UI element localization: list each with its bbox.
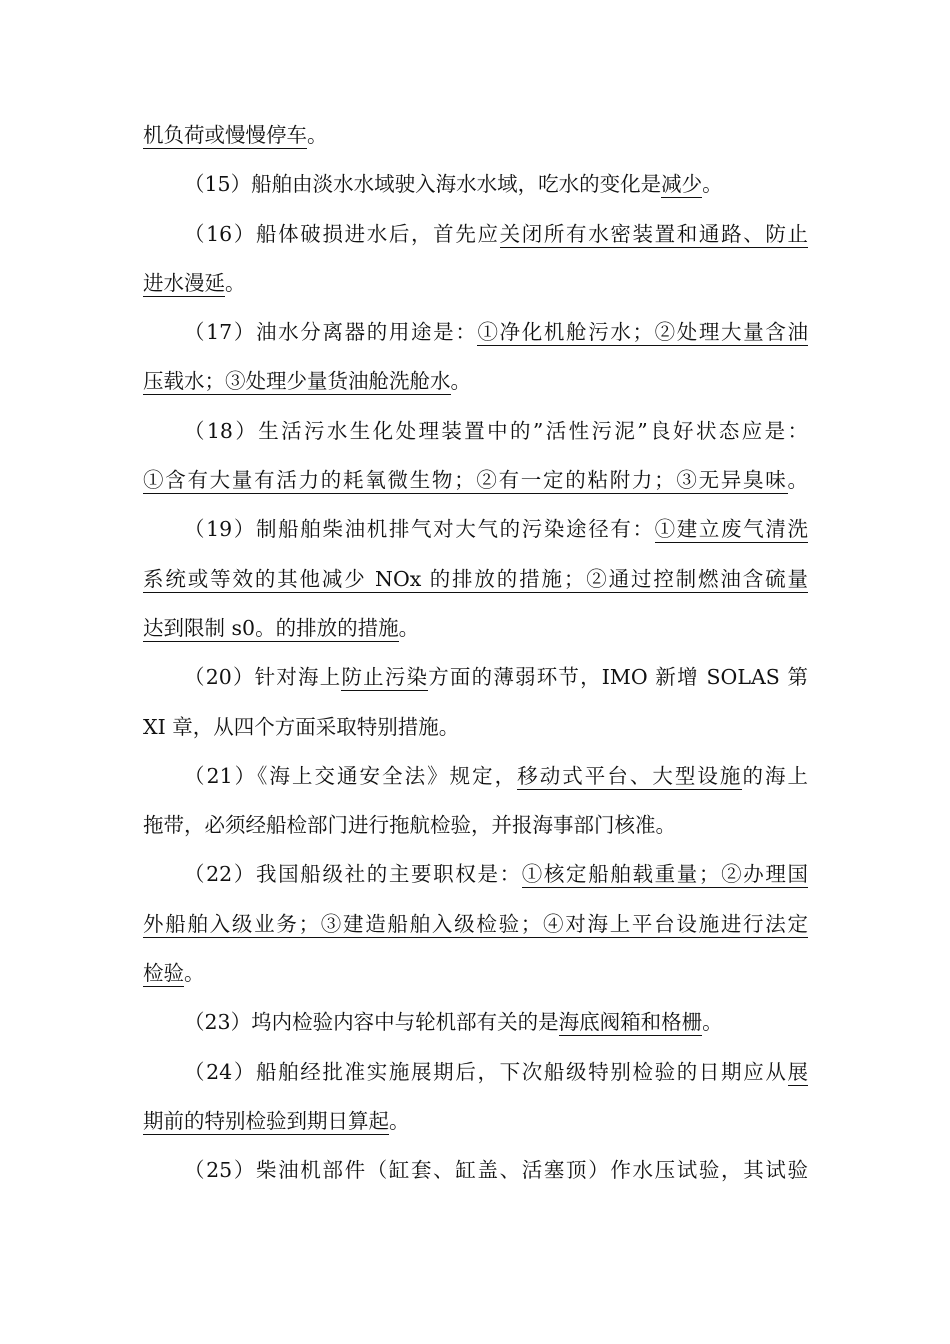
question-text: （22）我国船级社的主要职权是： — [184, 862, 522, 887]
answer-underlined-text: ①核定船舶载重量；②办理国 — [521, 862, 808, 887]
question-text: 。 — [702, 172, 723, 197]
answer-underlined-text: 外船舶入级业务；③建造船舶入级检验；④对海上平台设施进行法定 — [143, 911, 808, 936]
question-text: 。 — [702, 1010, 723, 1035]
answer-underlined-text: 达到限制 s0。的排放的措施 — [143, 615, 399, 640]
question-text: （18）生活污水生化处理装置中的”活性污泥”良好状态应是： — [184, 418, 808, 443]
text-line — [143, 998, 808, 1047]
question-text: XI 章，从四个方面采取特别措施。 — [143, 714, 460, 739]
answer-underlined-text: 减少 — [661, 172, 703, 197]
question-text: 。 — [184, 961, 205, 986]
question-text: （23）坞内检验内容中与轮机部有关的是 — [184, 1010, 559, 1035]
question-text: 。 — [398, 615, 420, 640]
answer-underlined-text: 系统或等效的其他减少 NOx 的排放的措施；②通过控制燃油含硫量 — [143, 566, 808, 591]
text-line — [143, 1146, 808, 1195]
text-line — [143, 456, 808, 505]
text-line — [143, 1097, 808, 1146]
question-text: （17）油水分离器的用途是： — [184, 320, 478, 345]
text-line — [143, 653, 808, 702]
answer-underlined-text: 进水漫延 — [143, 270, 225, 295]
text-line — [143, 160, 808, 209]
question-text: 。 — [225, 270, 246, 295]
text-line — [143, 111, 808, 160]
text-line — [143, 210, 808, 259]
question-text: 。 — [389, 1108, 410, 1133]
text-line — [143, 604, 808, 653]
text-line — [143, 505, 808, 554]
question-text: （15）船舶由淡水水域驶入海水水域，吃水的变化是 — [184, 172, 662, 197]
text-line — [143, 308, 808, 357]
answer-underlined-text: 移动式平台、大型设施 — [517, 763, 743, 788]
text-line — [143, 1048, 808, 1097]
question-text: （21）《海上交通安全法》规定， — [184, 763, 518, 788]
body-text — [143, 111, 808, 1196]
answer-underlined-text: ①净化机舱污水；②处理大量含油 — [477, 320, 808, 345]
answer-underlined-text: ①建立废气清洗 — [654, 517, 808, 542]
answer-underlined-text: 防止污染 — [341, 665, 429, 690]
text-line — [143, 752, 808, 801]
text-line — [143, 801, 808, 850]
text-line — [143, 259, 808, 308]
answer-underlined-text: 机负荷或慢慢停车 — [143, 123, 307, 147]
question-text: （24）船舶经批准实施展期后，下次船级特别检验的日期应从 — [184, 1059, 788, 1084]
answer-underlined-text: 期前的特别检验到期日算起 — [143, 1108, 389, 1133]
answer-underlined-text: 压载水；③处理少量货油舱洗舱水 — [143, 369, 451, 394]
question-text: 拖带，必须经船检部门进行拖航检验，并报海事部门核准。 — [143, 813, 676, 838]
question-text: （16）船体破损进水后，首先应 — [184, 221, 500, 246]
answer-underlined-text: 关闭所有水密装置和通路、防止 — [499, 221, 808, 246]
text-line — [143, 850, 808, 899]
answer-underlined-text: ①含有大量有活力的耗氧微生物；②有一定的粘附力；③无异臭味 — [143, 468, 788, 493]
text-line — [143, 555, 808, 604]
text-line — [143, 407, 808, 456]
text-line — [143, 703, 808, 752]
answer-underlined-text: 海底阀箱和格栅 — [558, 1010, 703, 1035]
text-line — [143, 357, 808, 406]
question-text: 。 — [787, 468, 808, 493]
question-text: （25）柴油机部件（缸套、缸盖、活塞顶）作水压试验，其试验 — [184, 1158, 808, 1183]
question-text: （19）制船舶柴油机排气对大气的污染途径有： — [184, 517, 655, 542]
text-line — [143, 900, 808, 949]
answer-underlined-text: 检验 — [143, 961, 184, 986]
question-text: 的海上 — [742, 763, 808, 788]
question-text: 。 — [450, 369, 471, 394]
question-text: 方面的薄弱环节，IMO 新增 SOLAS 第 — [428, 665, 808, 690]
text-line — [143, 949, 808, 998]
answer-underlined-text: 展 — [787, 1059, 808, 1084]
question-text: 。 — [307, 123, 328, 147]
question-text: （20）针对海上 — [184, 665, 342, 690]
